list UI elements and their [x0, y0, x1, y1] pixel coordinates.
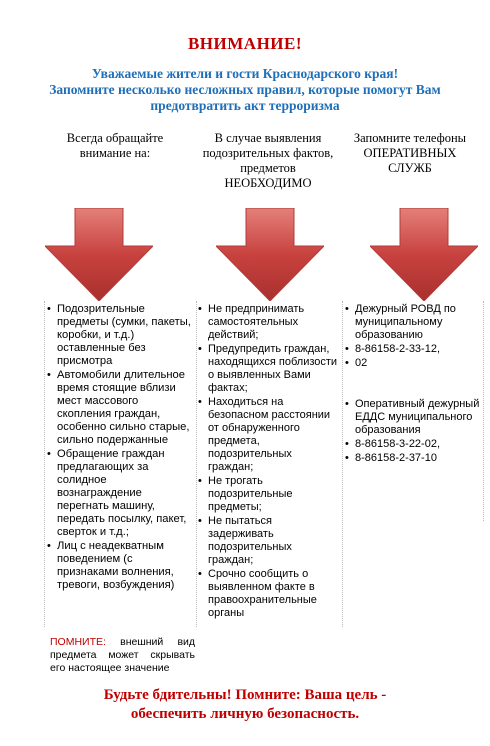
column-3-heading-line: ОПЕРАТИВНЫХ	[363, 146, 457, 160]
column-2-heading-line: подозрительных фактов,	[202, 146, 334, 160]
column-2-heading-line: предметов	[240, 161, 296, 175]
column-1-list	[44, 301, 197, 627]
remember-note	[50, 636, 195, 675]
subtitle	[20, 66, 470, 114]
footer-line-1: Будьте бдительны! Помните: Ваша цель -	[103, 687, 387, 703]
down-arrow-icon	[216, 208, 324, 301]
list-item: • Не пытаться задерживать подозрительных граждан;	[208, 515, 340, 567]
footer-line-2: обеспечить личную безопасность.	[130, 706, 360, 722]
column-3-heading-line: Запомните телефоны	[353, 131, 467, 145]
list-item: • Не предпринимать самостоятельных действий;	[208, 303, 340, 342]
phone-number: • 02	[355, 357, 481, 370]
column-2-list	[196, 301, 343, 627]
page-title: ВНИМАНИЕ!	[187, 34, 303, 53]
subtitle-line-2: Запомните несколько несложных правил, которые помогут Вам	[49, 82, 441, 97]
column-2-heading-line: НЕОБХОДИМО	[224, 176, 312, 190]
list-item: • Находиться на безопасном расстоянии от обнаруженного предмета, подозрительных граждан;	[208, 396, 340, 474]
column-3-heading	[345, 131, 475, 176]
down-arrow-icon	[370, 208, 478, 301]
column-1-heading	[45, 131, 185, 161]
list-item: • Предупредить граждан, находящихся поблизости о выявленных Вами фактах;	[208, 343, 340, 395]
column-1-heading-line: Всегда обращайте	[66, 131, 164, 145]
phone-number: • 8-86158-2-33-12,	[355, 343, 481, 356]
column-3-heading-line: СЛУЖБ	[388, 161, 432, 175]
list-item: • Срочно сообщить о выявленном факте в правоохранительные органы	[208, 568, 340, 620]
phone-number: • 8-86158-2-37-10	[355, 452, 481, 465]
column-2-heading-line: В случае выявления	[214, 131, 322, 145]
column-3-list	[343, 301, 484, 521]
column-1-heading-line: внимание на:	[79, 146, 151, 160]
remember-lead: ПОМНИТЕ:	[50, 636, 106, 648]
remember-text: внешний вид предмета может скрывать его настоящее значение	[50, 636, 196, 674]
list-item: • Подозрительные предметы (сумки, пакеты, коробки, и т.д.) оставленные без присмотра	[57, 303, 194, 368]
subtitle-line-3: предотвратить акт терроризма	[150, 98, 340, 113]
subtitle-line-1: Уважаемые жители и гости Краснодарского края!	[91, 66, 399, 81]
list-item: • Дежурный РОВД по муниципальному образованию	[355, 303, 481, 342]
phone-number: • 8-86158-3-22-02,	[355, 438, 481, 451]
column-2-heading	[193, 131, 343, 191]
down-arrow-icon	[45, 208, 153, 301]
list-item: • Оперативный дежурный ЕДДС муниципального образования	[355, 398, 481, 437]
list-item: • Обращение граждан предлагающих за солидное вознаграждение перегнать машину, передать посылку, пакет, сверток и т.д.;	[57, 448, 194, 539]
list-item: • Автомобили длительное время стоящие вблизи мест массового скопления граждан, особенно сильно старые, сильно подержанные	[57, 369, 194, 447]
list-item: • Лиц с неадекватным поведением (с признаками волнения, тревоги, возбуждения)	[57, 540, 194, 592]
footer-warning	[0, 686, 490, 724]
list-item: • Не трогать подозрительные предметы;	[208, 475, 340, 514]
